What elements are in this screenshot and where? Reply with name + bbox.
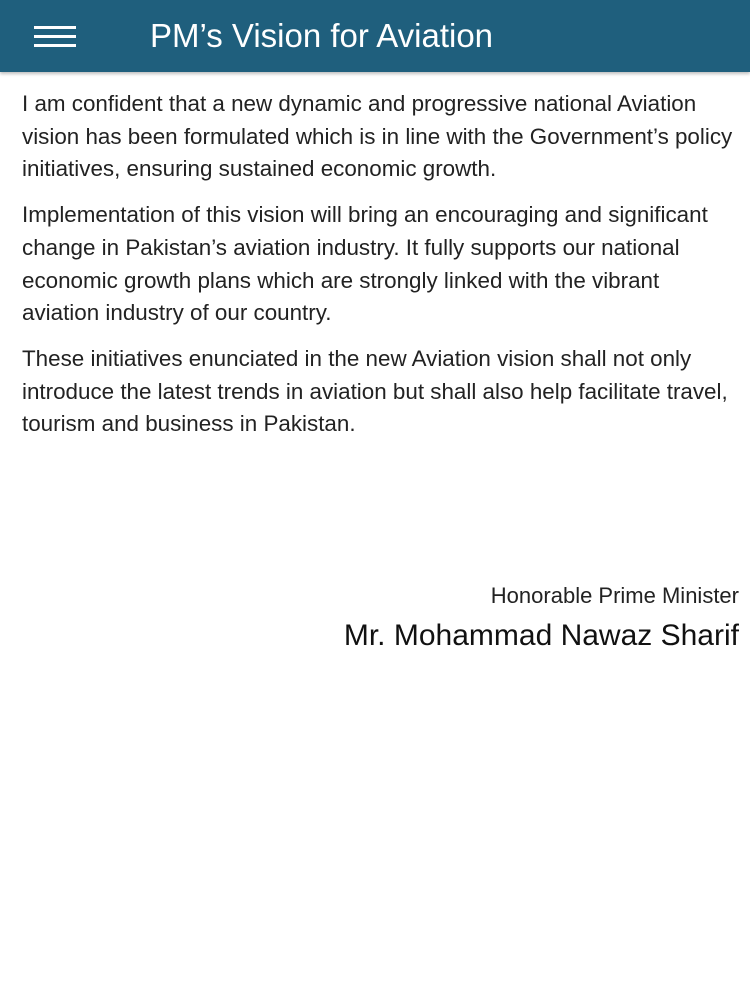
signature-title: Honorable Prime Minister [490, 583, 739, 608]
signature-name: Mr. Mohammad Nawaz Sharif [343, 619, 739, 652]
message-paragraph-2: Implementation of this vision will bring an encouraging and significant change in Pakistan’s aviation industry. It fully supports our national economic growth plans which are strongly linked with the vibrant aviation industry of our country. [22, 202, 708, 326]
message-paragraph-1: I am confident that a new dynamic and progressive national Aviation vision has been formulated which is in line with the Government’s policy initiatives, ensuring sustained economic growth. [22, 91, 733, 182]
page-title: PM’s Vision for Aviation [150, 17, 494, 54]
message-paragraph-3: These initiatives enunciated in the new Aviation vision shall not only introduce the latest trends in aviation but shall also help facilitate travel, tourism and business in Pakistan. [22, 345, 728, 437]
signature-block [344, 582, 739, 656]
menu-button[interactable] [24, 14, 86, 58]
vision-message [22, 88, 734, 454]
app-bar [0, 0, 750, 72]
